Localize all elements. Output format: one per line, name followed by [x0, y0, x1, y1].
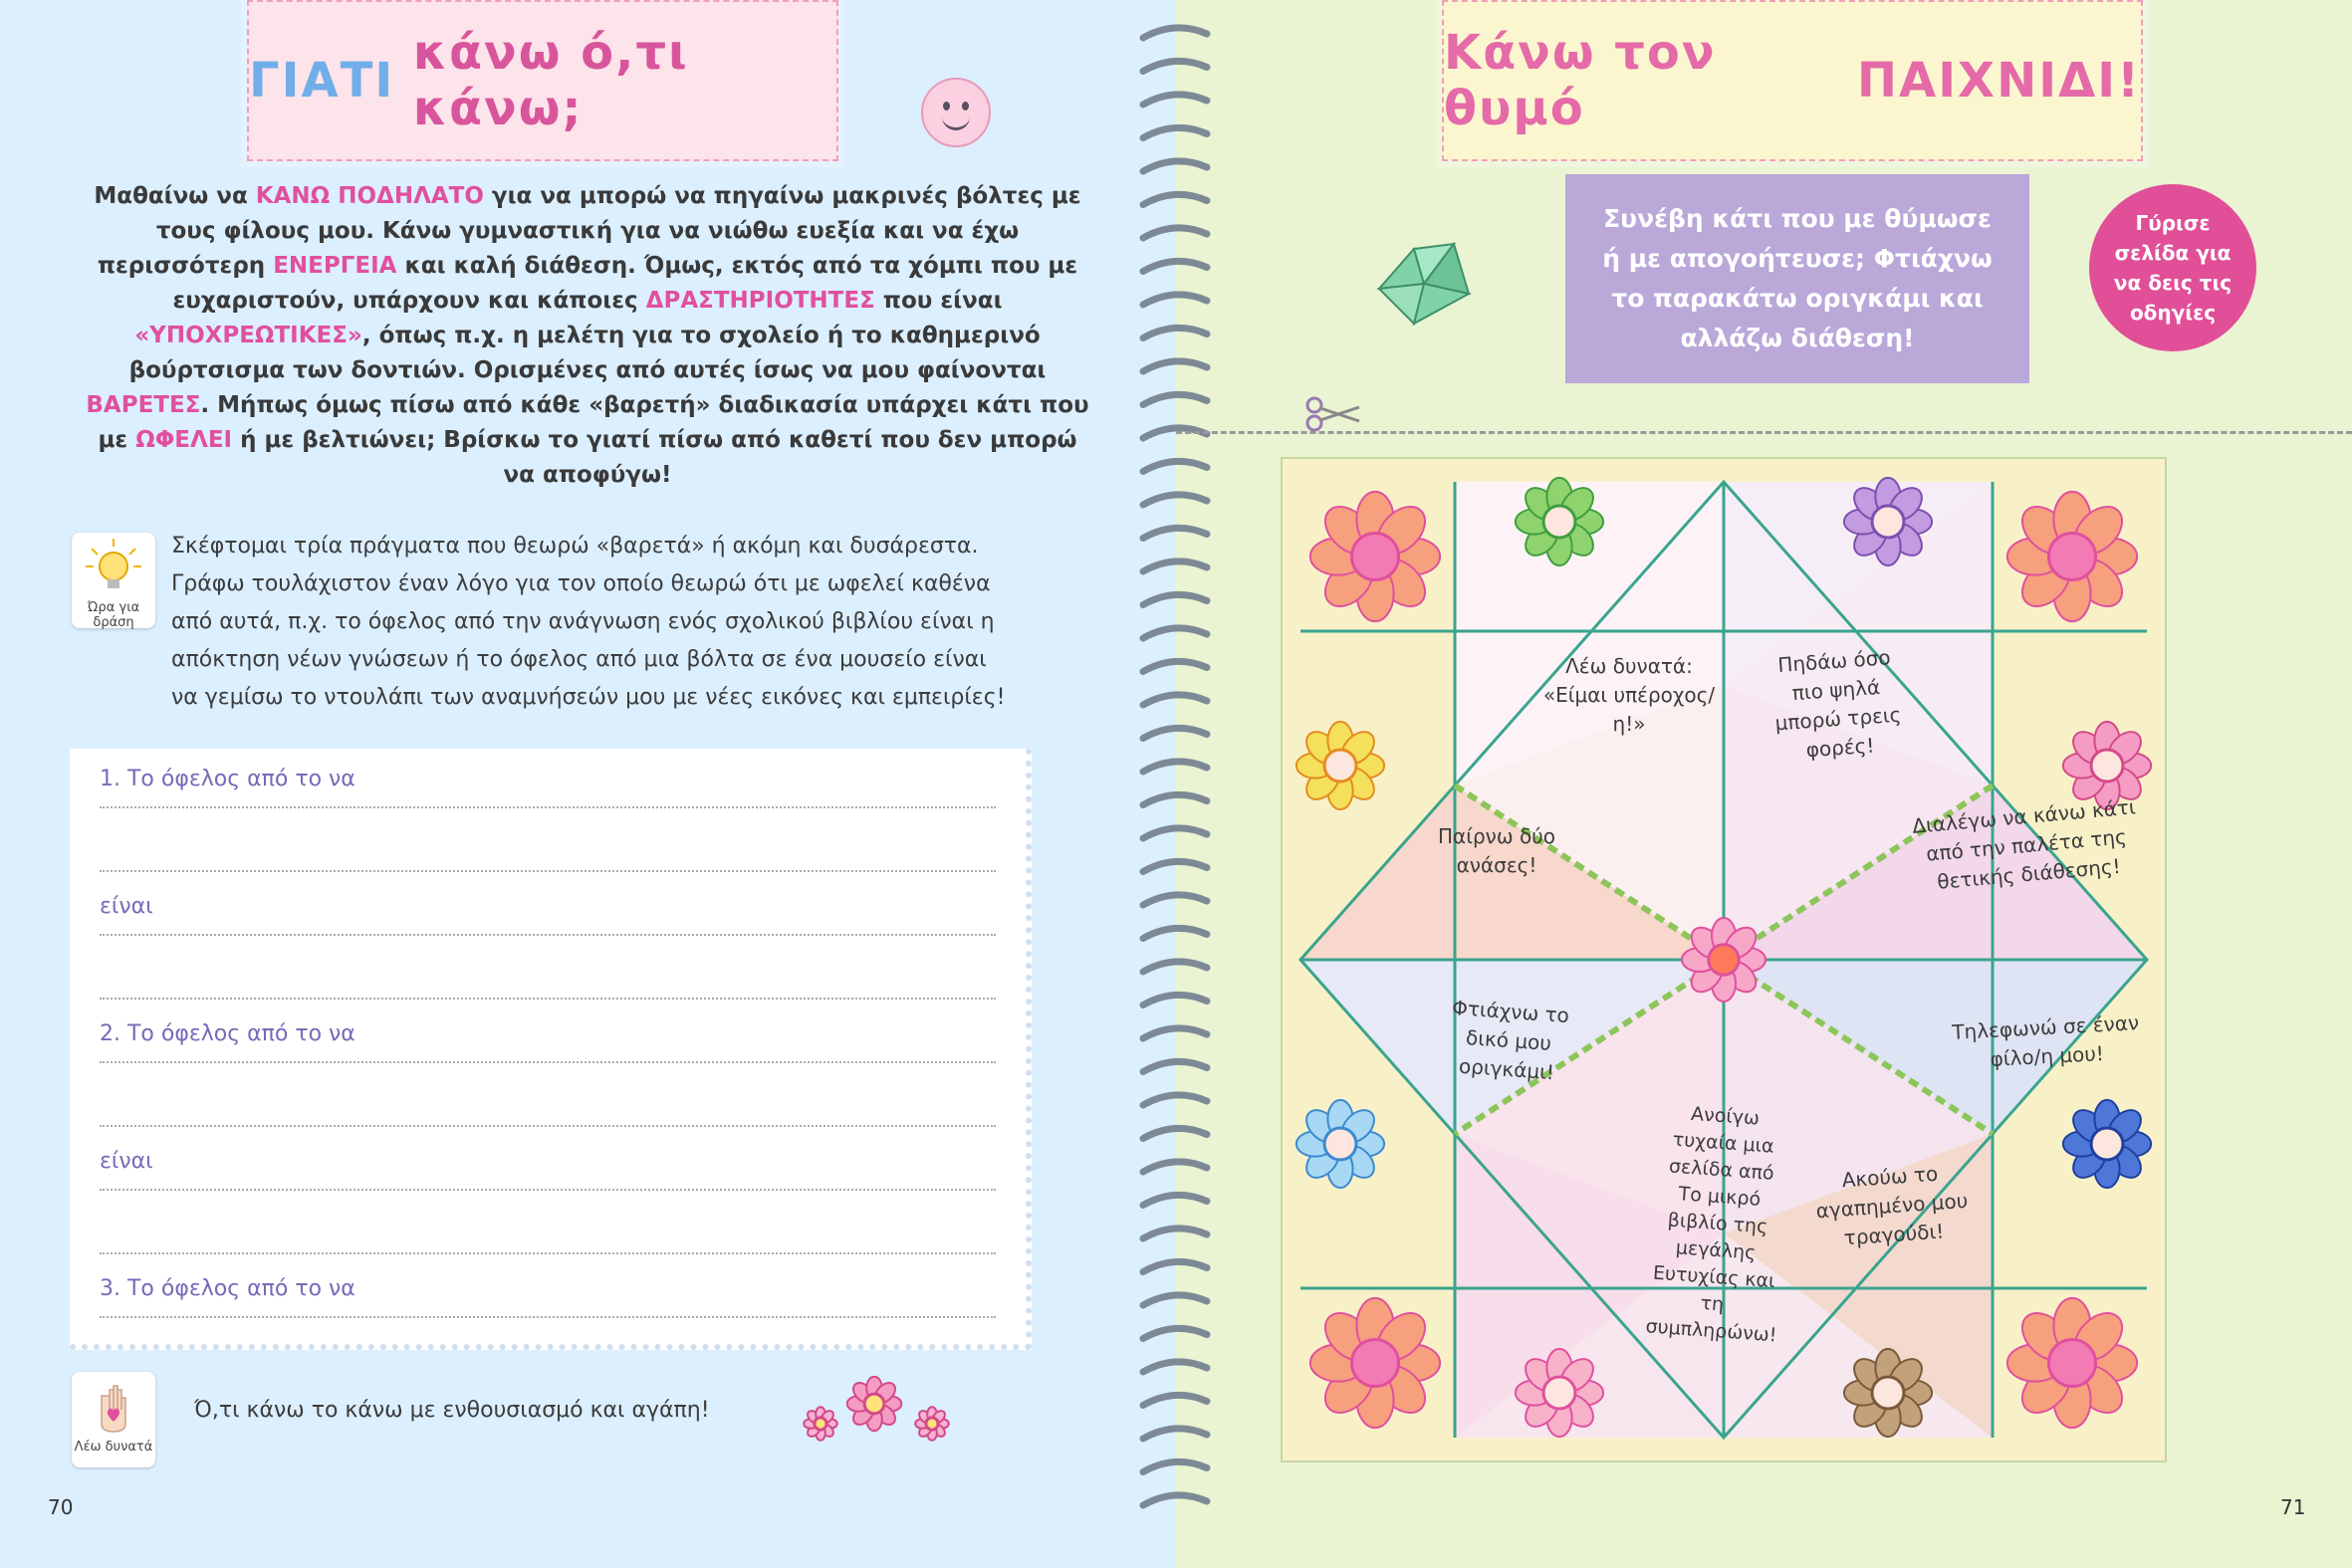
- say-badge-label: Λέω δυνατά: [74, 1440, 153, 1455]
- scissors-icon: [1304, 393, 1364, 433]
- say-badge: [72, 1372, 155, 1467]
- answer-line-3[interactable]: [100, 1276, 996, 1318]
- intro-paragraph: [80, 179, 1095, 493]
- answer-3-label: 3. Το όφελος από το να: [100, 1276, 361, 1301]
- spiral-binding: [1135, 20, 1215, 1543]
- answer-2-label: 2. Το όφελος από το να: [100, 1021, 361, 1046]
- intro-text: Μαθαίνω να: [94, 183, 256, 209]
- title-right-part1: Κάνω τον θυμό: [1444, 25, 1717, 136]
- fortune-text-4: Διαλέγω να κάνω κάτι από την παλέτα της θετικής διάθεσης!: [1911, 794, 2137, 894]
- intro-highlight: «ΥΠΟΧΡΕΩΤΙΚΕΣ»: [134, 323, 362, 348]
- page-title-left: [247, 0, 838, 161]
- intro-highlight: ΒΑΡΕΤΕΣ: [86, 392, 201, 418]
- title-right-part2: ΠΑΙΧΝΙΔΙ!: [1856, 53, 2141, 109]
- purple-info-box: [1565, 174, 2029, 383]
- answer-1-is-label: είναι: [100, 894, 159, 919]
- title-left-part2: κάνω ό,τι κάνω;: [412, 25, 689, 136]
- title-left-part1: ΓΙΑΤΙ: [249, 53, 395, 109]
- intro-text: , όπως π.χ. η μελέτη για το σχολείο ή το καθημερινό βούρτσισμα των δοντιών. Ορισμένες από αυτές ίσως να μου φαίνονται: [128, 323, 1047, 383]
- page-number-right: 71: [2280, 1495, 2306, 1519]
- turn-page-badge: [2089, 184, 2256, 351]
- turn-page-text: Γύρισε σελίδα για να δεις τις οδηγίες: [2113, 211, 2233, 325]
- fortune-text-5: Φτιάχνω το δικό μου οριγκάμι!: [1451, 995, 1570, 1085]
- page-number-left: 70: [48, 1495, 74, 1519]
- answer-line-2d[interactable]: [100, 1213, 996, 1254]
- origami-icon: [1369, 229, 1479, 329]
- activity-text: Σκέφτομαι τρία πράγματα που θεωρώ «βαρετά» ή ακόμη και δυσάρεστα. Γράφω τουλάχιστον έναν λόγο για τον οποίο θεωρώ ότι με ωφελεί καθένα από αυτά, π.χ. το όφελος από την ανάγνωση ενός σχολικού βιβλίου είναι η απόκτηση νέων γνώσεων ή το όφελος από μια βόλτα σε ένα μουσείο είναι να γεμίσω το ντουλάπι των αναμνήσεών μου με νέες εικόνες και εμπειρίες!: [171, 534, 1006, 710]
- intro-text: και καλή διάθεση. Όμως, εκτός από τα χόμπι που με ευχαριστούν, υπάρχουν και κάποιες: [172, 253, 1078, 314]
- answer-1-label: 1. Το όφελος από το να: [100, 767, 361, 791]
- fortune-text-8: Ακούω το αγαπημένο μου τραγούδι!: [1814, 1161, 1969, 1250]
- answer-2-is-label: είναι: [100, 1149, 159, 1174]
- fortune-text-2: Πηδάω όσο πιο ψηλά μπορώ τρεις φορές!: [1773, 645, 1903, 763]
- fortune-text-7: Ανοίγω τυχαία μια σελίδα από Το μικρό βιβλίο της μεγάλης Ευτυχίας και τη συμπληρώνω!: [1644, 1102, 1778, 1347]
- intro-text: για να μπορώ να πηγαίνω μακρινές βόλτες με τους φίλους μου. Κάνω γυμναστική για να νιώθω ευεξία και να έχω περισσότερη: [97, 183, 1081, 279]
- intro-highlight: ΔΡΑΣΤΗΡΙΟΤΗΤΕΣ: [645, 288, 875, 314]
- intro-highlight: ΚΑΝΩ ΠΟΔΗΛΑΤΟ: [255, 183, 484, 209]
- purple-info-text: Συνέβη κάτι που με θύμωσε ή με απογοήτευσε; Φτιάχνω το παρακάτω οριγκάμι και αλλάζω διάθεση!: [1602, 204, 1993, 352]
- lightbulb-icon: [84, 537, 143, 596]
- answer-line-1d[interactable]: [100, 958, 996, 1000]
- intro-text: . Μήπως όμως πίσω από κάθε «βαρετή» διαδικασία υπάρχει κάτι που με: [98, 392, 1089, 453]
- answer-line-1b[interactable]: [100, 830, 996, 872]
- action-badge: [72, 533, 155, 628]
- answer-line-2[interactable]: [100, 1021, 996, 1063]
- intro-highlight: ΕΝΕΡΓΕΙΑ: [273, 253, 397, 279]
- fortune-text-3: Παίρνω δύο ανάσες!: [1437, 824, 1555, 877]
- answer-line-1[interactable]: [100, 767, 996, 808]
- answer-form: [70, 749, 1032, 1350]
- closing-text: Ό,τι κάνω το κάνω με ενθουσιασμό και αγάπη!: [194, 1398, 710, 1423]
- page-title-right: [1442, 0, 2143, 161]
- answer-line-1c[interactable]: [100, 894, 996, 936]
- answer-line-2b[interactable]: [100, 1085, 996, 1127]
- intro-text: που είναι: [874, 288, 1003, 314]
- answer-line-2c[interactable]: [100, 1149, 996, 1191]
- action-badge-label: Ώρα για δράση: [87, 600, 140, 630]
- heart-hand-icon: [84, 1376, 143, 1436]
- fortune-text-6: Τηλεφωνώ σε έναν φίλο/η μου!: [1951, 1010, 2140, 1071]
- smiley-icon: [921, 78, 991, 147]
- intro-highlight: ΩΦΕΛΕΙ: [135, 427, 233, 453]
- intro-text: ή με βελτιώνει; Βρίσκω το γιατί πίσω από καθετί που δεν μπορώ να αποφύγω!: [232, 427, 1077, 488]
- flower-icon: [803, 1376, 952, 1446]
- fortune-text-1: Λέω δυνατά: «Είμαι υπέροχος/η!»: [1542, 654, 1716, 736]
- cut-line: [1176, 431, 2352, 434]
